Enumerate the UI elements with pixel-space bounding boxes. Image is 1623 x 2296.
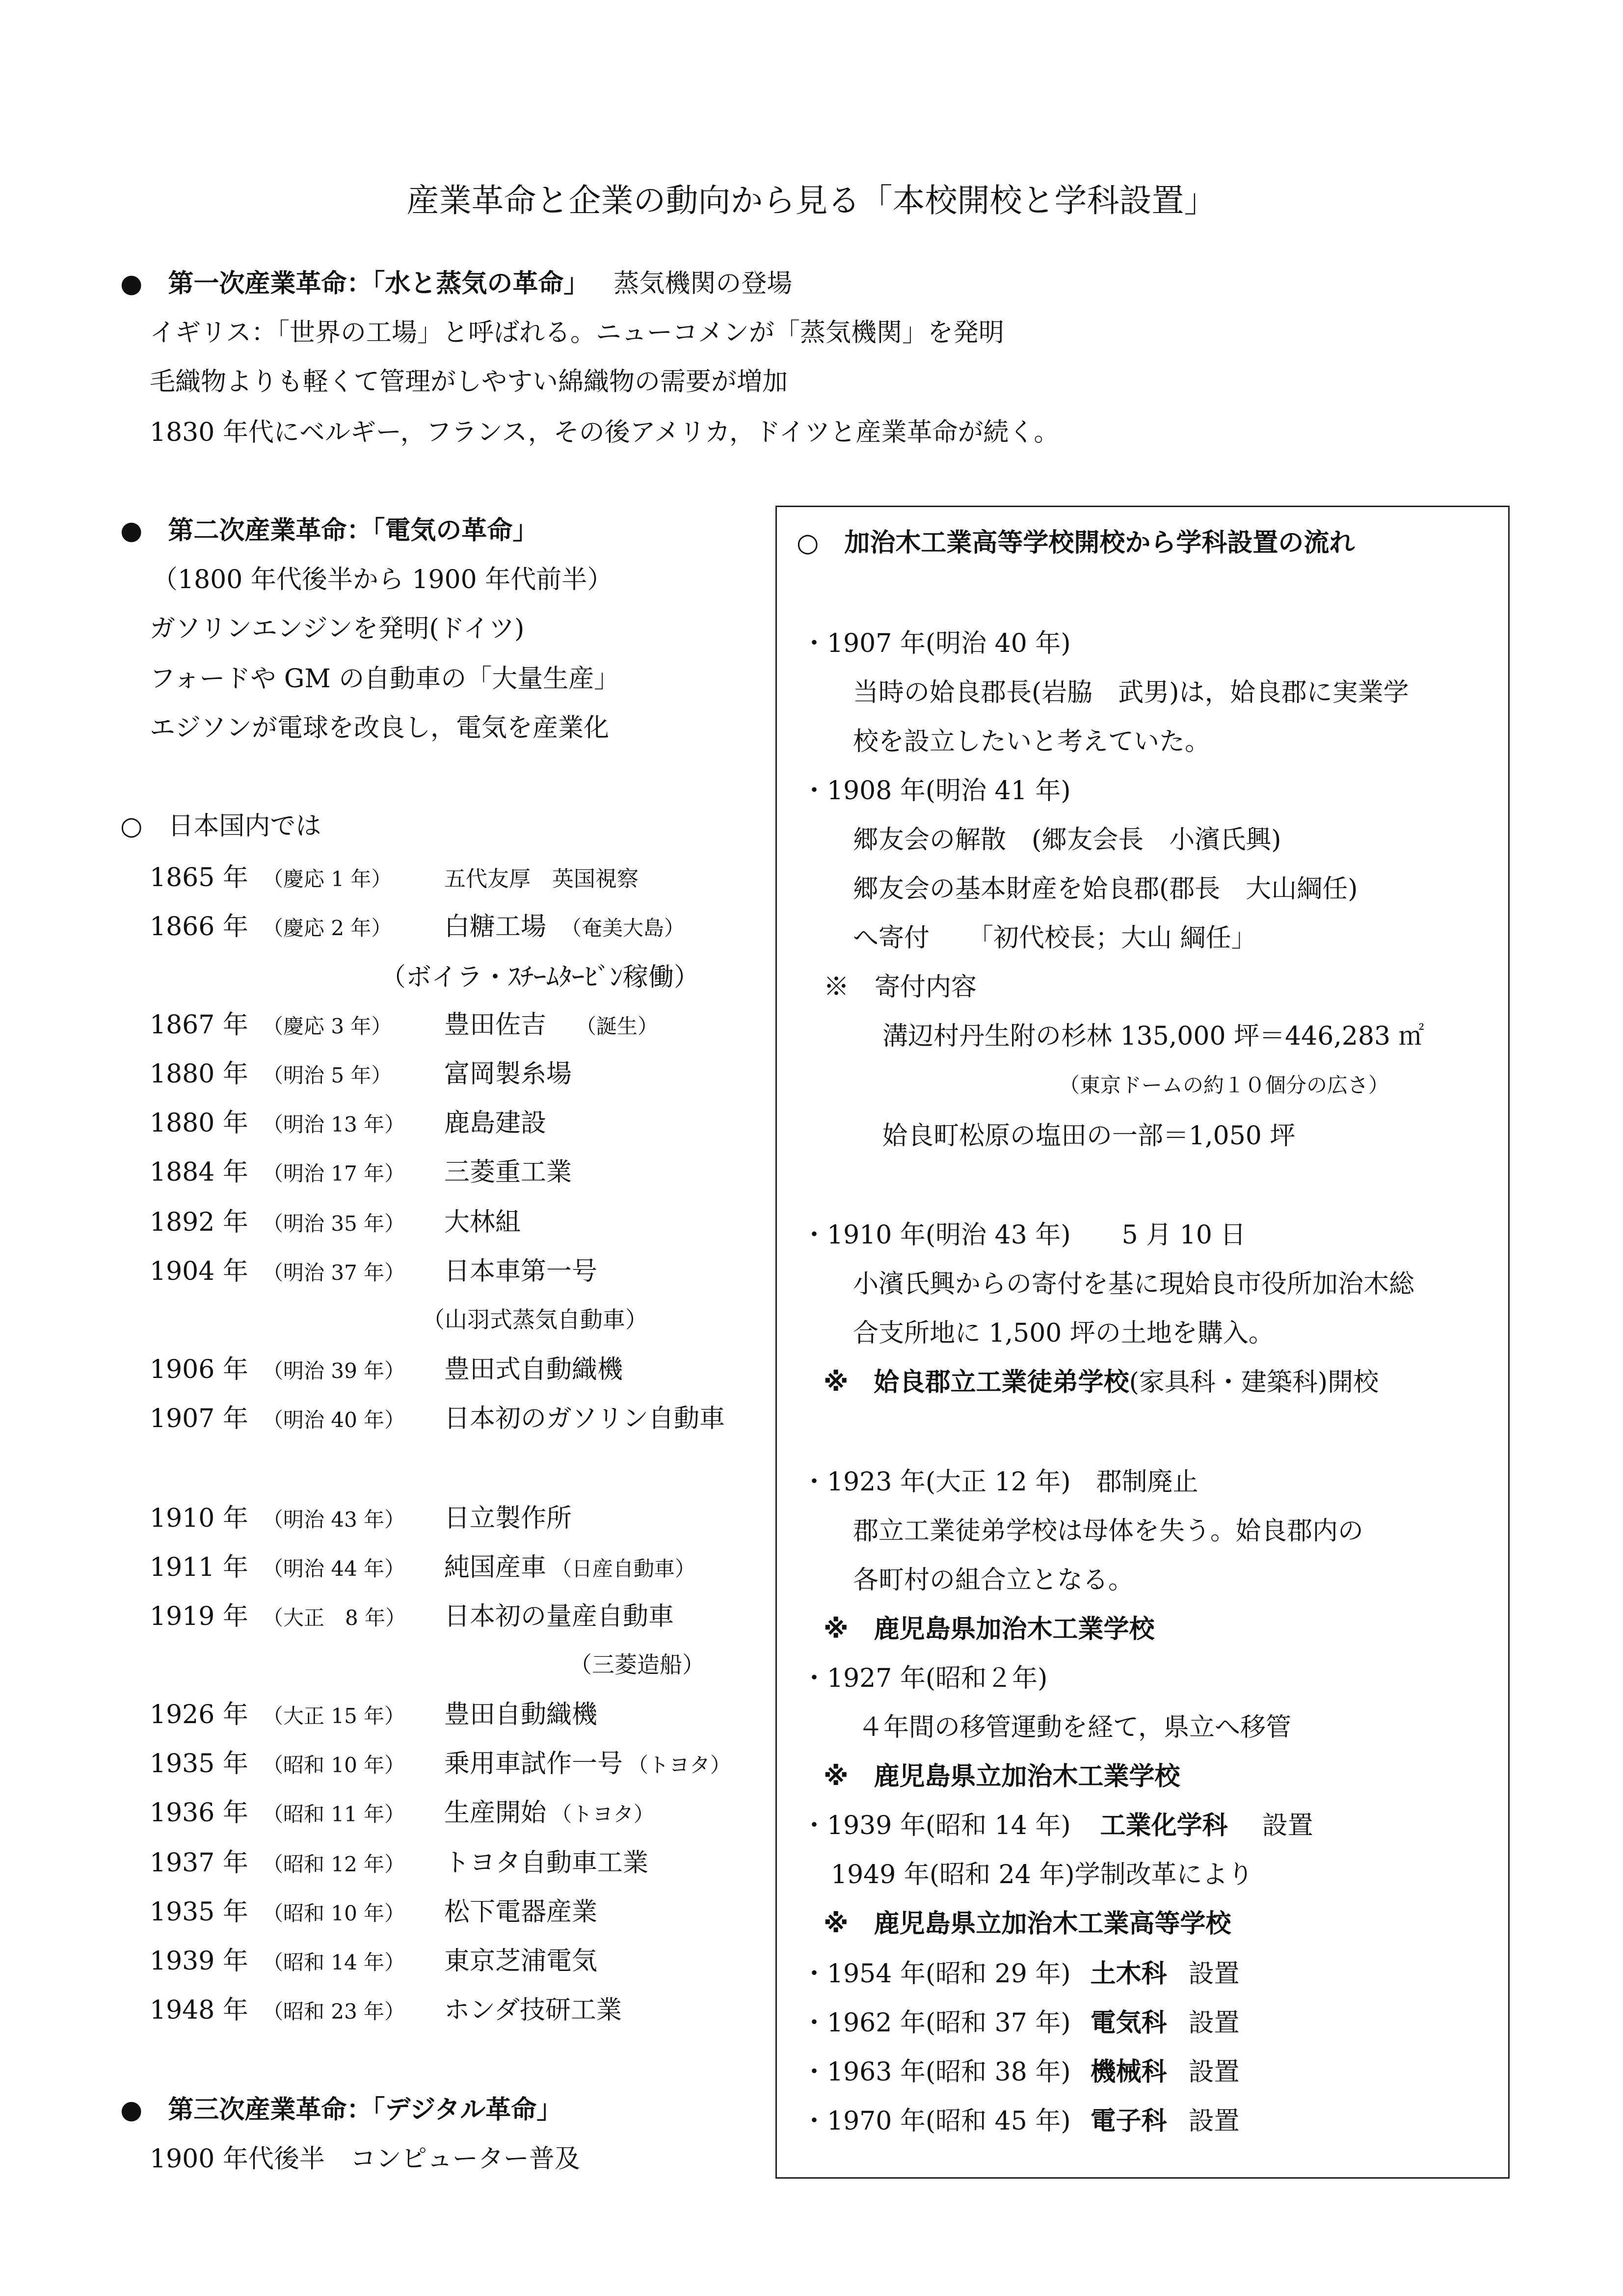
box-line: ・1910 年(明治 43 年) 5 月 10 日 bbox=[801, 1220, 1246, 1250]
box-line: ・1939 年(昭和 14 年) 工業化学科 設置 bbox=[801, 1811, 1313, 1840]
box-line: ※ 鹿児島県加治木工業学校 bbox=[824, 1615, 1155, 1644]
timeline-row: 1880 年 （明治 13 年） 鹿島建設 bbox=[150, 1108, 547, 1138]
second-line: エジソンが電球を改良し，電気を産業化 bbox=[150, 713, 610, 743]
second-revolution-heading: ● 第二次産業革命：「電気の革命」 bbox=[120, 516, 538, 545]
timeline-row: 1880 年 （明治 5 年） 富岡製糸場 bbox=[150, 1059, 572, 1089]
timeline-row: 1865 年 （慶応 1 年） 五代友厚 英国視察 bbox=[150, 863, 639, 892]
timeline-row: 1948 年 （昭和 23 年） ホンダ技研工業 bbox=[150, 1996, 622, 2025]
box-line: 郷友会の基本財産を姶良郡(郡長 大山綱任) bbox=[853, 874, 1358, 904]
second-line: （1800 年代後半から 1900 年代前半） bbox=[152, 565, 613, 594]
timeline-row: 1919 年 （大正 8 年） 日本初の量産自動車 bbox=[150, 1602, 674, 1631]
first-line: イギリス：「世界の工場」と呼ばれる。ニューコメンが「蒸気機関」を発明 bbox=[150, 318, 1004, 348]
box-line: ※ 鹿児島県立加治木工業高等学校 bbox=[824, 1909, 1231, 1939]
box-line: 郷友会の解散 (郷友会長 小濱氏興) bbox=[853, 825, 1281, 855]
timeline-row: 1935 年 （昭和 10 年） 松下電器産業 bbox=[150, 1897, 598, 1927]
second-line: フォードや GM の自動車の「大量生産」 bbox=[150, 664, 620, 694]
timeline-continuation: （三菱造船） bbox=[569, 1651, 705, 1678]
dept-setup-row: ・1963 年(昭和 38 年) 機械科 設置 bbox=[801, 2057, 1240, 2087]
box-line: 姶良町松原の塩田の一部＝1,050 坪 bbox=[882, 1121, 1296, 1151]
box-line: 1949 年(昭和 24 年)学制改革により bbox=[831, 1860, 1253, 1890]
first-line: 1830 年代にベルギー，フランス，その後アメリカ，ドイツと産業革命が続く。 bbox=[150, 418, 1060, 447]
school-history-box bbox=[775, 506, 1510, 2179]
timeline-row: 1939 年 （昭和 14 年） 東京芝浦電気 bbox=[150, 1946, 598, 1976]
second-line: ガソリンエンジンを発明(ドイツ) bbox=[150, 614, 525, 644]
timeline-row: 1867 年 （慶応 3 年） 豊田佐吉 （誕生） bbox=[150, 1010, 659, 1040]
box-line: 各町村の組合立となる。 bbox=[853, 1566, 1134, 1595]
box-line: ・1923 年(大正 12 年) 郡制廃止 bbox=[801, 1467, 1198, 1497]
timeline-row: 1906 年 （明治 39 年） 豊田式自動織機 bbox=[150, 1355, 623, 1384]
page-title: 産業革命と企業の動向から見る「本校開校と学科設置」 bbox=[406, 182, 1217, 219]
timeline-row: 1911 年 （明治 44 年） 純国産車 （日産自動車） bbox=[150, 1553, 696, 1582]
box-heading: ○ 加治木工業高等学校開校から学科設置の流れ bbox=[797, 528, 1355, 558]
dept-setup-row: ・1954 年(昭和 29 年) 土木科 設置 bbox=[801, 1959, 1240, 1989]
timeline-row: 1910 年 （明治 43 年） 日立製作所 bbox=[150, 1504, 572, 1533]
third-revolution-heading: ● 第三次産業革命：「デジタル革命」 bbox=[120, 2095, 562, 2125]
box-line: （東京ドームの約１０個分の広さ） bbox=[1059, 1073, 1389, 1097]
box-line: 当時の姶良郡長(岩脇 武男)は，姶良郡に実業学 bbox=[853, 678, 1409, 707]
timeline-row: 1926 年 （大正 15 年） 豊田自動織機 bbox=[150, 1700, 598, 1729]
timeline-continuation: （ボイラ・ｽﾁｰﾑﾀｰﾋﾞﾝ稼働） bbox=[380, 963, 700, 992]
timeline-row: 1907 年 （明治 40 年） 日本初のガソリン自動車 bbox=[150, 1404, 725, 1433]
box-line: ４年間の移管運動を経て，県立へ移管 bbox=[858, 1713, 1291, 1742]
timeline-row: 1884 年 （明治 17 年） 三菱重工業 bbox=[150, 1158, 572, 1187]
box-line: ※ 寄付内容 bbox=[824, 972, 977, 1002]
timeline-row: 1892 年 （明治 35 年） 大林組 bbox=[150, 1208, 521, 1237]
box-line: ・1908 年(明治 41 年) bbox=[801, 776, 1071, 806]
box-line: ※ 鹿児島県立加治木工業学校 bbox=[824, 1762, 1180, 1791]
timeline-row: 1935 年 （昭和 10 年） 乗用車試作一号 （トヨタ） bbox=[150, 1749, 731, 1779]
first-revolution-subtitle: 蒸気機関の登場 bbox=[613, 269, 793, 298]
first-revolution-title: ● 第一次産業革命：「水と蒸気の革命」 bbox=[120, 269, 589, 298]
box-line: へ寄付 「初代校長；大山 綱任」 bbox=[853, 923, 1257, 953]
box-line: 溝辺村丹生附の杉林 135,000 坪＝446,283 ㎡ bbox=[882, 1022, 1424, 1051]
box-line: 小濱氏興からの寄付を基に現姶良市役所加治木総 bbox=[853, 1270, 1415, 1299]
box-line: 合支所地に 1,500 坪の土地を購入。 bbox=[853, 1319, 1274, 1348]
domestic-heading: ○ 日本国内では bbox=[120, 811, 321, 841]
third-line: 1900 年代後半 コンピューター普及 bbox=[150, 2144, 580, 2174]
timeline-row: 1937 年 （昭和 12 年） トヨタ自動車工業 bbox=[150, 1848, 649, 1878]
dept-setup-row: ・1962 年(昭和 37 年) 電気科 設置 bbox=[801, 2008, 1240, 2038]
dept-setup-row: ・1970 年(昭和 45 年) 電子科 設置 bbox=[801, 2107, 1240, 2136]
timeline-row: 1936 年 （昭和 11 年） 生産開始 （トヨタ） bbox=[150, 1798, 655, 1828]
box-line: ・1907 年(明治 40 年) bbox=[801, 629, 1071, 658]
box-line: 郡立工業徒弟学校は母体を失う。姶良郡内の bbox=[853, 1516, 1364, 1546]
timeline-continuation: （山羽式蒸気自動車） bbox=[422, 1306, 648, 1333]
box-line: ※ 姶良郡立工業徒弟学校(家具科・建築科)開校 bbox=[824, 1368, 1379, 1397]
box-line: 校を設立したいと考えていた。 bbox=[853, 727, 1211, 756]
first-revolution-heading bbox=[120, 263, 792, 299]
timeline-row: 1904 年 （明治 37 年） 日本車第一号 bbox=[150, 1257, 598, 1286]
first-line: 毛織物よりも軽くて管理がしやすい綿織物の需要が増加 bbox=[150, 367, 788, 397]
box-line: ・1927 年(昭和２年) bbox=[801, 1664, 1048, 1693]
timeline-row: 1866 年 （慶応 2 年） 白糖工場 （奄美大島） bbox=[150, 912, 685, 942]
